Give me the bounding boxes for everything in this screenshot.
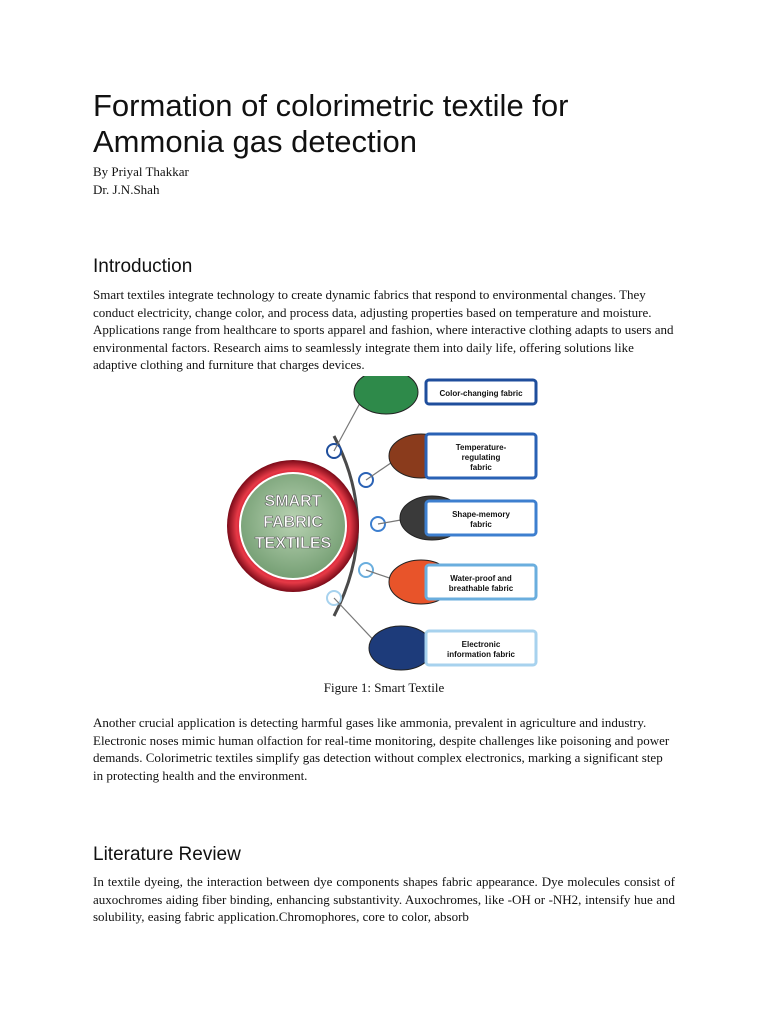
smart-textile-figure (216, 376, 552, 676)
badge-label-line-2: FABRIC (263, 514, 323, 531)
badge-label-line-3: TEXTILES (254, 535, 332, 552)
fabric-type-label: Shape-memory (452, 510, 510, 519)
fabric-thumbnail (354, 376, 418, 414)
fabric-type-label: breathable fabric (448, 584, 514, 593)
introduction-paragraph: Smart textiles integrate technology to create dynamic fabrics that respond to environmental changes. They conduct electricity, change color, and process data, adjusting properties based on temperature and moisture. Applications range from healthcare to sports apparel and fashion, where interactive clothing adapts to users and environmental factors. Research aims to seamlessly integrate them into daily life, offering solutions like adaptive clothing and furniture that charges devices. (93, 287, 674, 372)
advisor-name: Dr. J.N.Shah (93, 182, 160, 197)
fabric-type-label: Color-changing fabric (439, 389, 523, 398)
fabric-thumbnail (369, 626, 433, 670)
figure-caption: Figure 1: Smart Textile (323, 680, 445, 695)
fabric-type-label: fabric (470, 463, 492, 472)
document-title: Formation of colorimetric textile for Ammonia gas detection (93, 88, 569, 159)
introduction-heading: Introduction (93, 256, 193, 277)
fabric-type-label: Water-proof and (450, 574, 512, 583)
author-name: By Priyal Thakkar (93, 164, 189, 179)
fabric-type-label: Electronic (461, 640, 501, 649)
fabric-type-label: regulating (461, 453, 501, 462)
literature-review-paragraph: In textile dyeing, the interaction between dye components shapes fabric appearance. Dye molecules consist of auxochromes aiding fiber binding, enhancing substantivity. Auxochromes, like -OH or -NH2, intensify hue and solubility, easing fabric application.Chromophores, core to color, absorb (93, 874, 675, 924)
fabric-type-label: Temperature- (455, 443, 507, 452)
literature-review-heading: Literature Review (93, 844, 241, 865)
badge-label-line-1: SMART (264, 493, 322, 510)
gas-detection-paragraph: Another crucial application is detecting harmful gases like ammonia, prevalent in agriculture and industry. Electronic noses mimic human olfaction for real-time monitoring, despite challenges like poisoning and power demands. Colorimetric textiles simplify gas detection without complex electronics, marking a significant step in protecting health and the environment. (93, 715, 670, 783)
fabric-type-label: fabric (470, 520, 492, 529)
fabric-type-label: information fabric (446, 650, 516, 659)
